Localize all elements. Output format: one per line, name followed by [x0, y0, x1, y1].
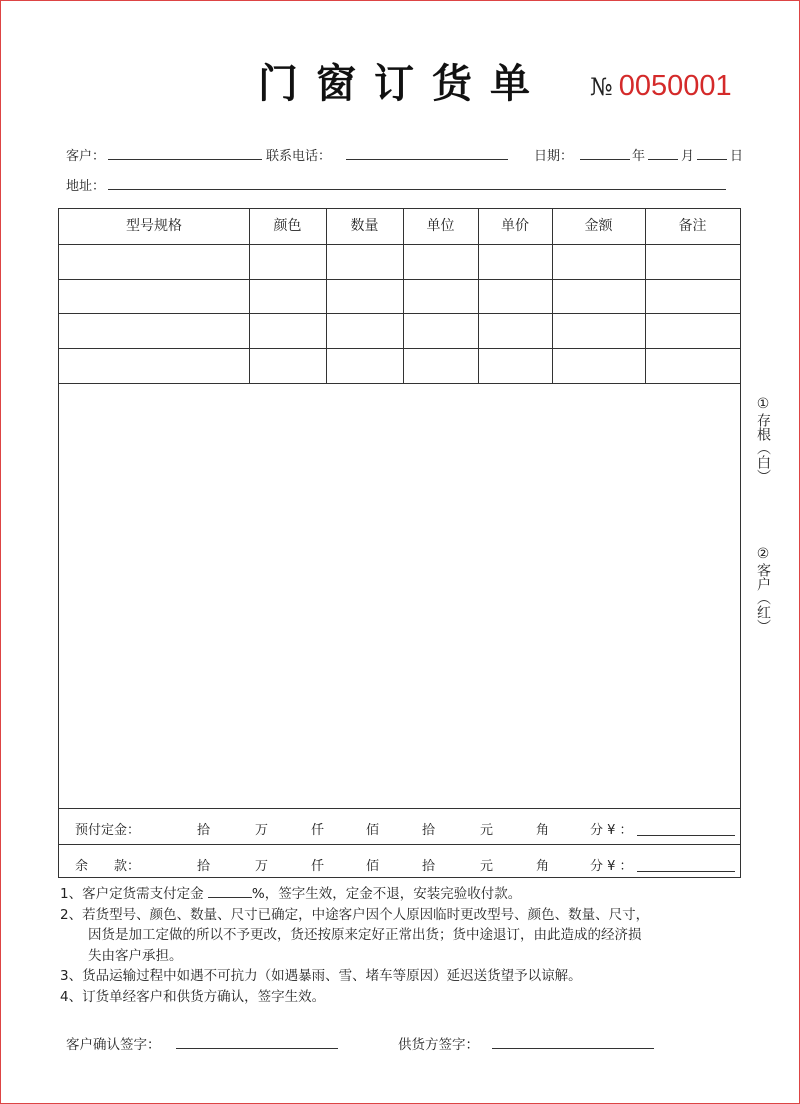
copy2-text: 客户 [755, 563, 771, 591]
phone-label: 联系电话： [266, 149, 332, 164]
col-header-quantity: 数量 [350, 218, 379, 234]
serial-prefix: № [590, 73, 613, 101]
table-row[interactable] [59, 313, 740, 314]
day-field[interactable] [697, 159, 727, 160]
term-3: 3、货品运输过程中如遇不可抗力（如遇暴雨、雪、堵车等原因）延迟送货望予以谅解。 [60, 968, 582, 984]
row-divider [59, 244, 740, 245]
unit-shi-wan: 拾 [197, 823, 211, 838]
year-label: 年 [632, 149, 646, 164]
customer-field[interactable] [108, 159, 262, 160]
unit-fen: 分 ¥ ： [590, 859, 633, 874]
copy1-number: ① [756, 396, 770, 412]
copy-label-customer [753, 545, 773, 633]
supplier-signature-label: 供货方签字： [398, 1037, 479, 1053]
address-field[interactable] [108, 189, 726, 190]
month-label: 月 [681, 149, 695, 164]
unit-jiao: 角 [536, 859, 550, 874]
unit-wan: 万 [255, 823, 269, 838]
notes-area[interactable] [59, 384, 740, 808]
unit-bai: 佰 [366, 823, 380, 838]
table-row[interactable] [59, 348, 740, 349]
year-field[interactable] [580, 159, 630, 160]
supplier-signature-field[interactable] [492, 1048, 654, 1049]
term-1-post: %，签字生效，定金不退，安装完验收付款。 [251, 886, 522, 902]
unit-shi: 拾 [422, 859, 436, 874]
address-label: 地址： [66, 179, 106, 194]
deposit-percent-field[interactable] [208, 885, 252, 898]
col-header-unit: 单位 [426, 218, 455, 234]
month-field[interactable] [648, 159, 678, 160]
unit-wan: 万 [255, 859, 269, 874]
terms-list [60, 884, 780, 1007]
term-2-cont: 失由客户承担。 [88, 947, 183, 964]
unit-yuan: 元 [480, 823, 494, 838]
day-label: 日 [730, 149, 744, 164]
copy-label-stub [753, 395, 773, 483]
deposit-amount-field[interactable] [637, 835, 735, 836]
unit-shi-wan: 拾 [197, 859, 211, 874]
copy2-number: ② [756, 546, 770, 562]
unit-fen: 分 ¥ ： [590, 823, 633, 838]
date-label: 日期： [534, 149, 574, 164]
deposit-label: 预付定金： [75, 823, 141, 838]
term-1-pre: 1、客户定货需支付定金 [60, 886, 204, 902]
customer-label: 客户： [66, 149, 106, 164]
term-1 [60, 884, 780, 905]
copy1-text: 存根 [755, 413, 771, 441]
balance-row [59, 845, 740, 880]
deposit-row [59, 809, 740, 844]
unit-qian: 仟 [311, 859, 325, 874]
serial-number [590, 70, 732, 103]
order-table [58, 208, 741, 878]
phone-field[interactable] [346, 159, 508, 160]
term-2-cont: 因货是加工定做的所以不予更改，货还按原来定好正常出货；货中途退订，由此造成的经济损 [88, 927, 642, 943]
col-header-model: 型号规格 [126, 218, 182, 234]
col-header-price: 单价 [501, 218, 529, 234]
balance-label: 余 款： [75, 859, 141, 874]
unit-yuan: 元 [480, 859, 494, 874]
unit-qian: 仟 [311, 823, 325, 838]
page-title: 门窗订货单 [258, 60, 548, 107]
col-header-color: 颜色 [273, 218, 302, 234]
table-row[interactable] [59, 279, 740, 280]
copy1-color: （白） [755, 441, 771, 483]
balance-amount-field[interactable] [637, 871, 735, 872]
term-2: 2、若货型号、颜色、数量、尺寸已确定，中途客户因个人原因临时更改型号、颜色、数量、尺寸， [60, 906, 650, 923]
copy2-color: （红） [755, 591, 771, 633]
unit-shi: 拾 [422, 823, 436, 838]
unit-jiao: 角 [536, 823, 550, 838]
unit-bai: 佰 [366, 859, 380, 874]
customer-signature-field[interactable] [176, 1048, 338, 1049]
term-4: 4、订货单经客户和供货方确认，签字生效。 [60, 988, 326, 1005]
customer-signature-label: 客户确认签字： [66, 1037, 161, 1053]
serial-value: 0050001 [618, 70, 732, 102]
col-header-remark: 备注 [678, 218, 707, 234]
col-header-amount: 金额 [584, 218, 613, 234]
